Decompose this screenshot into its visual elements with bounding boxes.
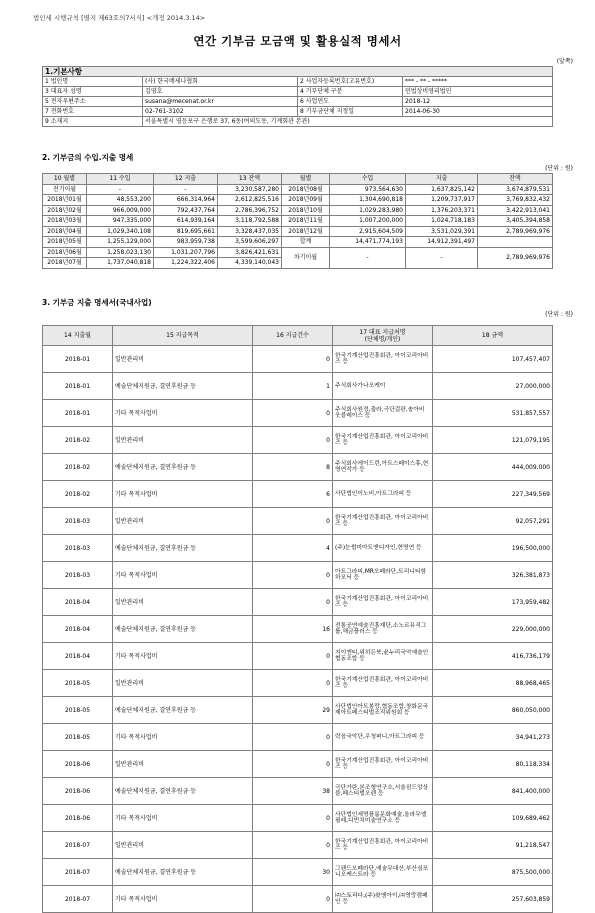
payment-count: 0 (253, 670, 333, 697)
recipient-name: 한국기계산업진흥회관, 아이코리아비즈 등 (333, 589, 433, 616)
expense-purpose: 기타 목적사업비 (113, 805, 253, 832)
carry-balance: 2,789,969,976 (478, 247, 553, 268)
expense-month: 2018-06 (43, 805, 113, 832)
month-cell: 2018년08월 (282, 184, 330, 195)
payment-count: 0 (253, 643, 333, 670)
amount-cell: 1,304,690,818 (330, 195, 406, 206)
column-header: 지출 (406, 174, 478, 185)
recipient-name: 락음국악단,우청퍼니,아트그라피 등 (333, 724, 433, 751)
section-1-heading: 1.기본사항 (43, 67, 553, 77)
payment-count: 0 (253, 832, 333, 859)
month-cell: 2018년11월 (282, 216, 330, 227)
expense-month: 2018-03 (43, 562, 113, 589)
table-row (43, 346, 553, 373)
field-label: 7 전화번호 (43, 107, 143, 117)
expense-month: 2018-05 (43, 670, 113, 697)
expense-month: 2018-02 (43, 454, 113, 481)
expense-purpose: 예술단체지원금, 결연후원금 등 (113, 697, 253, 724)
table-row (43, 832, 553, 859)
expense-amount: 196,500,000 (433, 535, 553, 562)
field-value: (사) 한국메세나협회 (143, 77, 298, 87)
month-cell: 2018년05월 (43, 237, 87, 248)
amount-cell: 1,224,322,406 (154, 258, 218, 269)
amount-cell: 973,564,630 (330, 184, 406, 195)
table-row (43, 373, 553, 400)
amount-cell: 3,531,029,391 (406, 226, 478, 237)
payment-count: 4 (253, 535, 333, 562)
table-row (43, 805, 553, 832)
expense-amount: 121,079,195 (433, 427, 553, 454)
table-row (43, 697, 553, 724)
expense-amount: 88,968,465 (433, 670, 553, 697)
expense-amount: 80,118,334 (433, 751, 553, 778)
payment-count: 0 (253, 400, 333, 427)
amount-cell: 1,637,825,142 (406, 184, 478, 195)
month-cell: 2018년10월 (282, 205, 330, 216)
table-row (43, 216, 553, 227)
column-header: 18 금액 (433, 326, 553, 346)
field-value: 서울특별시 영등포구 은행로 37, 6동(여의도동, 기계회관 본관) (143, 117, 553, 127)
field-value: susana@mecenat.or.kr (143, 97, 298, 107)
expense-amount: 257,603,859 (433, 886, 553, 913)
recipient-name: 아트그라피,MR오페라단,트리니티함하모닉 등 (333, 562, 433, 589)
basic-info-row (43, 97, 553, 107)
basic-info-row (43, 87, 553, 97)
expense-month: 2018-07 (43, 886, 113, 913)
field-label: 1 법인명 (43, 77, 143, 87)
field-label: 5 전자우편주소 (43, 97, 143, 107)
expense-amount: 444,009,000 (433, 454, 553, 481)
table-row (43, 400, 553, 427)
amount-cell: 1,209,737,917 (406, 195, 478, 206)
table-row (43, 562, 553, 589)
expense-purpose: 기타 목적사업비 (113, 724, 253, 751)
recipient-name: 주식회사에이드런,아트스페이스휴,현명연작가 등 (333, 454, 433, 481)
amount-cell: 3,118,792,588 (218, 216, 282, 227)
balance-cell: 3,230,587,280 (218, 184, 282, 195)
total-label: 합계 (282, 237, 330, 248)
expense-amount: 34,941,273 (433, 724, 553, 751)
amount-cell: 3,769,832,432 (478, 195, 553, 206)
expense-amount: 531,857,557 (433, 400, 553, 427)
amount-cell: 666,314,964 (154, 195, 218, 206)
table-row (43, 226, 553, 237)
income-cell: - (87, 184, 154, 195)
month-cell: 2018년06월 (43, 247, 87, 258)
expense-amount: 107,457,407 (433, 346, 553, 373)
recipient-name: 그랜드오페라단,예술무대산,부산심포니오케스트라 등 (333, 859, 433, 886)
column-header: 12 지출 (154, 174, 218, 185)
amount-cell: 1,737,040,818 (87, 258, 154, 269)
recipient-name: 사단법인이노비,아트그라피 등 (333, 481, 433, 508)
basic-info-row (43, 117, 553, 127)
amount-cell: 3,826,421,631 (218, 247, 282, 258)
table-row (43, 454, 553, 481)
expense-detail-table (42, 325, 553, 913)
expense-month: 2018-04 (43, 643, 113, 670)
recipient-name: (주)눈썹미아트앤디자인,현명연 등 (333, 535, 433, 562)
total-income: 14,471,774,193 (330, 237, 406, 248)
expense-purpose: 일반관리비 (113, 427, 253, 454)
table-row (43, 205, 553, 216)
section-2-unit: (단위 : 원) (545, 165, 573, 172)
payment-count: 0 (253, 346, 333, 373)
table-row (43, 481, 553, 508)
field-value: 2018-12 (403, 97, 553, 107)
expense-amount: 109,689,462 (433, 805, 553, 832)
column-header: 17 대표 지급처명 (단체명/개인) (333, 326, 433, 346)
expense-purpose: 예술단체지원금, 결연후원금 등 (113, 454, 253, 481)
expense-amount: 27,000,000 (433, 373, 553, 400)
amount-cell: 614,939,164 (154, 216, 218, 227)
month-cell: 2018년07월 (43, 258, 87, 269)
payment-count: 38 (253, 778, 333, 805)
section-2-heading: 2. 기부금의 수입.지출 명세 (42, 153, 134, 162)
expense-purpose: 기타 목적사업비 (113, 562, 253, 589)
expense-amount: 229,000,000 (433, 616, 553, 643)
amount-cell: 1,031,207,796 (154, 247, 218, 258)
field-label: 8 기부금단체 지정일 (298, 107, 403, 117)
recipient-name: 한국기계산업진흥회관, 아이코리아비즈 등 (333, 751, 433, 778)
expense-month: 2018-05 (43, 697, 113, 724)
expense-purpose: 기타 목적사업비 (113, 400, 253, 427)
expense-month: 2018-04 (43, 589, 113, 616)
payment-count: 30 (253, 859, 333, 886)
column-header: 월별 (282, 174, 330, 185)
field-label: 9 소재지 (43, 117, 143, 127)
carry-expense: - (406, 247, 478, 268)
table-header-row (43, 326, 553, 346)
expense-purpose: 예술단체지원금, 결연후원금 등 (113, 373, 253, 400)
month-cell: 2018년01월 (43, 195, 87, 206)
expense-amount: 92,057,291 (433, 508, 553, 535)
payment-count: 8 (253, 454, 333, 481)
document-title: 연간 기부금 모금액 및 활용실적 명세서 (193, 34, 402, 48)
amount-cell: 3,422,913,041 (478, 205, 553, 216)
amount-cell: 792,437,764 (154, 205, 218, 216)
recipient-name: 사단법인아트봉랑,협동조합,창화문국제아트페스티벌조직위원회 등 (333, 697, 433, 724)
form-reference: 법인세 시행규칙 [별지 제63호의7서식] <개정 2014.3.14> (33, 14, 206, 22)
column-header: 13 잔액 (218, 174, 282, 185)
column-header: 15 지급목적 (113, 326, 253, 346)
table-row (43, 184, 553, 195)
recipient-name: 한국기계산업진흥회관, 아이코리아비즈 등 (333, 508, 433, 535)
amount-cell: 983,959,738 (154, 237, 218, 248)
page-side-label: (앞쪽) (556, 58, 573, 65)
expense-purpose: 기타 목적사업비 (113, 643, 253, 670)
amount-cell: 819,695,661 (154, 226, 218, 237)
month-cell: 2018년12월 (282, 226, 330, 237)
amount-cell: 3,328,437,035 (218, 226, 282, 237)
column-header: 11 수입 (87, 174, 154, 185)
basic-info-table (42, 66, 553, 127)
table-row (43, 427, 553, 454)
table-row (43, 247, 553, 258)
recipient-name: 사단법인세명플룸문화예술,올라무엘필레,디빈치미술연구소 등 (333, 805, 433, 832)
recipient-name: ㈜스토리다,(주)왓엠아이,㈜영랑캠페인 등 (333, 886, 433, 913)
table-row (43, 616, 553, 643)
expense-month: 2018-03 (43, 508, 113, 535)
table-header-row (43, 174, 553, 185)
table-row (43, 195, 553, 206)
expense-month: 2018-06 (43, 778, 113, 805)
amount-cell: 2,915,604,509 (330, 226, 406, 237)
amount-cell: 1,029,283,980 (330, 205, 406, 216)
expense-amount: 227,349,569 (433, 481, 553, 508)
expense-amount: 841,400,000 (433, 778, 553, 805)
expense-amount: 416,736,179 (433, 643, 553, 670)
recipient-name: 한국기계산업진흥회관, 아이코리아비즈 등 (333, 427, 433, 454)
table-row (43, 643, 553, 670)
section-3-heading: 3. 기부금 지출 명세서(국내사업) (42, 298, 152, 307)
field-label: 4 기부단체 구분 (298, 87, 403, 97)
expense-purpose: 일반관리비 (113, 832, 253, 859)
amount-cell: 3,599,606,297 (218, 237, 282, 248)
payment-count: 0 (253, 751, 333, 778)
payment-count: 0 (253, 562, 333, 589)
expense-month: 2018-05 (43, 724, 113, 751)
table-row (43, 237, 553, 248)
table-row (43, 751, 553, 778)
amount-cell: 1,255,129,000 (87, 237, 154, 248)
expense-purpose: 일반관리비 (113, 670, 253, 697)
expense-month: 2018-07 (43, 832, 113, 859)
expense-cell: - (154, 184, 218, 195)
expense-month: 2018-01 (43, 346, 113, 373)
recipient-name: 주식회사가나오케이 (333, 373, 433, 400)
table-row (43, 508, 553, 535)
expense-amount: 91,218,547 (433, 832, 553, 859)
recipient-name: 전통공연예술진흥재단,소노르뮤직그룹,해금플러스 등 (333, 616, 433, 643)
month-cell: 2018년09월 (282, 195, 330, 206)
expense-month: 2018-06 (43, 751, 113, 778)
column-header: 10 월별 (43, 174, 87, 185)
expense-amount: 173,959,482 (433, 589, 553, 616)
table-row (43, 724, 553, 751)
payment-count: 0 (253, 724, 333, 751)
amount-cell: 1,024,718,183 (406, 216, 478, 227)
field-value: 김영호 (143, 87, 298, 97)
column-header: 잔액 (478, 174, 553, 185)
amount-cell: 3,405,394,858 (478, 216, 553, 227)
amount-cell: 2,612,825,516 (218, 195, 282, 206)
expense-purpose: 예술단체지원금, 결연후원금 등 (113, 535, 253, 562)
expense-month: 2018-04 (43, 616, 113, 643)
column-header: 16 지급건수 (253, 326, 333, 346)
payment-count: 0 (253, 508, 333, 535)
expense-purpose: 일반관리비 (113, 751, 253, 778)
field-label: 3 대표자 성명 (43, 87, 143, 97)
amount-cell: 1,029,340,108 (87, 226, 154, 237)
section-3-unit: (단위 : 원) (545, 311, 573, 318)
expense-purpose: 일반관리비 (113, 508, 253, 535)
column-header: 수입 (330, 174, 406, 185)
payment-count: 0 (253, 886, 333, 913)
expense-amount: 326,381,873 (433, 562, 553, 589)
month-cell: 전기이월 (43, 184, 87, 195)
payment-count: 1 (253, 373, 333, 400)
expense-month: 2018-02 (43, 481, 113, 508)
field-value: 민법상비영리법인 (403, 87, 553, 97)
table-row (43, 859, 553, 886)
basic-info-row (43, 77, 553, 87)
expense-month: 2018-07 (43, 859, 113, 886)
amount-cell: 1,258,023,130 (87, 247, 154, 258)
field-label: 6 사업연도 (298, 97, 403, 107)
amount-cell: 3,674,879,531 (478, 184, 553, 195)
income-expense-table (42, 173, 553, 269)
expense-amount: 875,500,000 (433, 859, 553, 886)
amount-cell: 966,009,000 (87, 205, 154, 216)
amount-cell: 2,789,969,976 (478, 226, 553, 237)
table-row (43, 589, 553, 616)
expense-month: 2018-01 (43, 400, 113, 427)
recipient-name: 극단가란,본조형연구소,서울윈드앙상블,페스티벌오렌 등 (333, 778, 433, 805)
basic-info-row (43, 107, 553, 117)
month-cell: 2018년04월 (43, 226, 87, 237)
carry-income: - (330, 247, 406, 268)
expense-purpose: 예술단체지원금, 결연후원금 등 (113, 778, 253, 805)
payment-count: 0 (253, 427, 333, 454)
expense-purpose: 기타 목적사업비 (113, 886, 253, 913)
expense-purpose: 예술단체지원금, 결연후원금 등 (113, 859, 253, 886)
table-row (43, 778, 553, 805)
total-expense: 14,912,391,497 (406, 237, 478, 248)
field-value: 2014-06-30 (403, 107, 553, 117)
recipient-name: 한국기계산업진흥회관, 아이코리아비즈 등 (333, 832, 433, 859)
table-row (43, 886, 553, 913)
field-value: *** - ** - ***** (403, 77, 553, 87)
expense-purpose: 기타 목적사업비 (113, 481, 253, 508)
empty-cell (478, 237, 553, 248)
table-row (43, 670, 553, 697)
field-label: 2 사업자등록번호(고유번호) (298, 77, 403, 87)
expense-purpose: 예술단체지원금, 결연후원금 등 (113, 616, 253, 643)
table-row (43, 535, 553, 562)
amount-cell: 2,786,396,752 (218, 205, 282, 216)
payment-count: 16 (253, 616, 333, 643)
payment-count: 0 (253, 805, 333, 832)
payment-count: 29 (253, 697, 333, 724)
recipient-name: 한국기계산업진흥회관, 아이코리아비즈 등 (333, 670, 433, 697)
month-cell: 2018년02월 (43, 205, 87, 216)
payment-count: 0 (253, 589, 333, 616)
amount-cell: 4,339,140,043 (218, 258, 282, 269)
amount-cell: 1,376,203,371 (406, 205, 478, 216)
expense-purpose: 일반관리비 (113, 346, 253, 373)
column-header: 14 지출월 (43, 326, 113, 346)
expense-purpose: 일반관리비 (113, 589, 253, 616)
amount-cell: 1,007,200,000 (330, 216, 406, 227)
recipient-name: 주식회사원정,출라,극단걸판,솔아비웃블레이스 등 (333, 400, 433, 427)
payment-count: 6 (253, 481, 333, 508)
amount-cell: 947,335,000 (87, 216, 154, 227)
field-value: 02-761-3102 (143, 107, 298, 117)
recipient-name: 지이엔티,위히든북,윤누리국악예술인협동조합 등 (333, 643, 433, 670)
amount-cell: 48,553,200 (87, 195, 154, 206)
expense-amount: 860,050,000 (433, 697, 553, 724)
expense-month: 2018-01 (43, 373, 113, 400)
carry-label: 차기이월 (282, 247, 330, 268)
recipient-name: 한국기계산업진흥회관, 아이코리아비즈 등 (333, 346, 433, 373)
expense-month: 2018-03 (43, 535, 113, 562)
expense-month: 2018-02 (43, 427, 113, 454)
month-cell: 2018년03월 (43, 216, 87, 227)
